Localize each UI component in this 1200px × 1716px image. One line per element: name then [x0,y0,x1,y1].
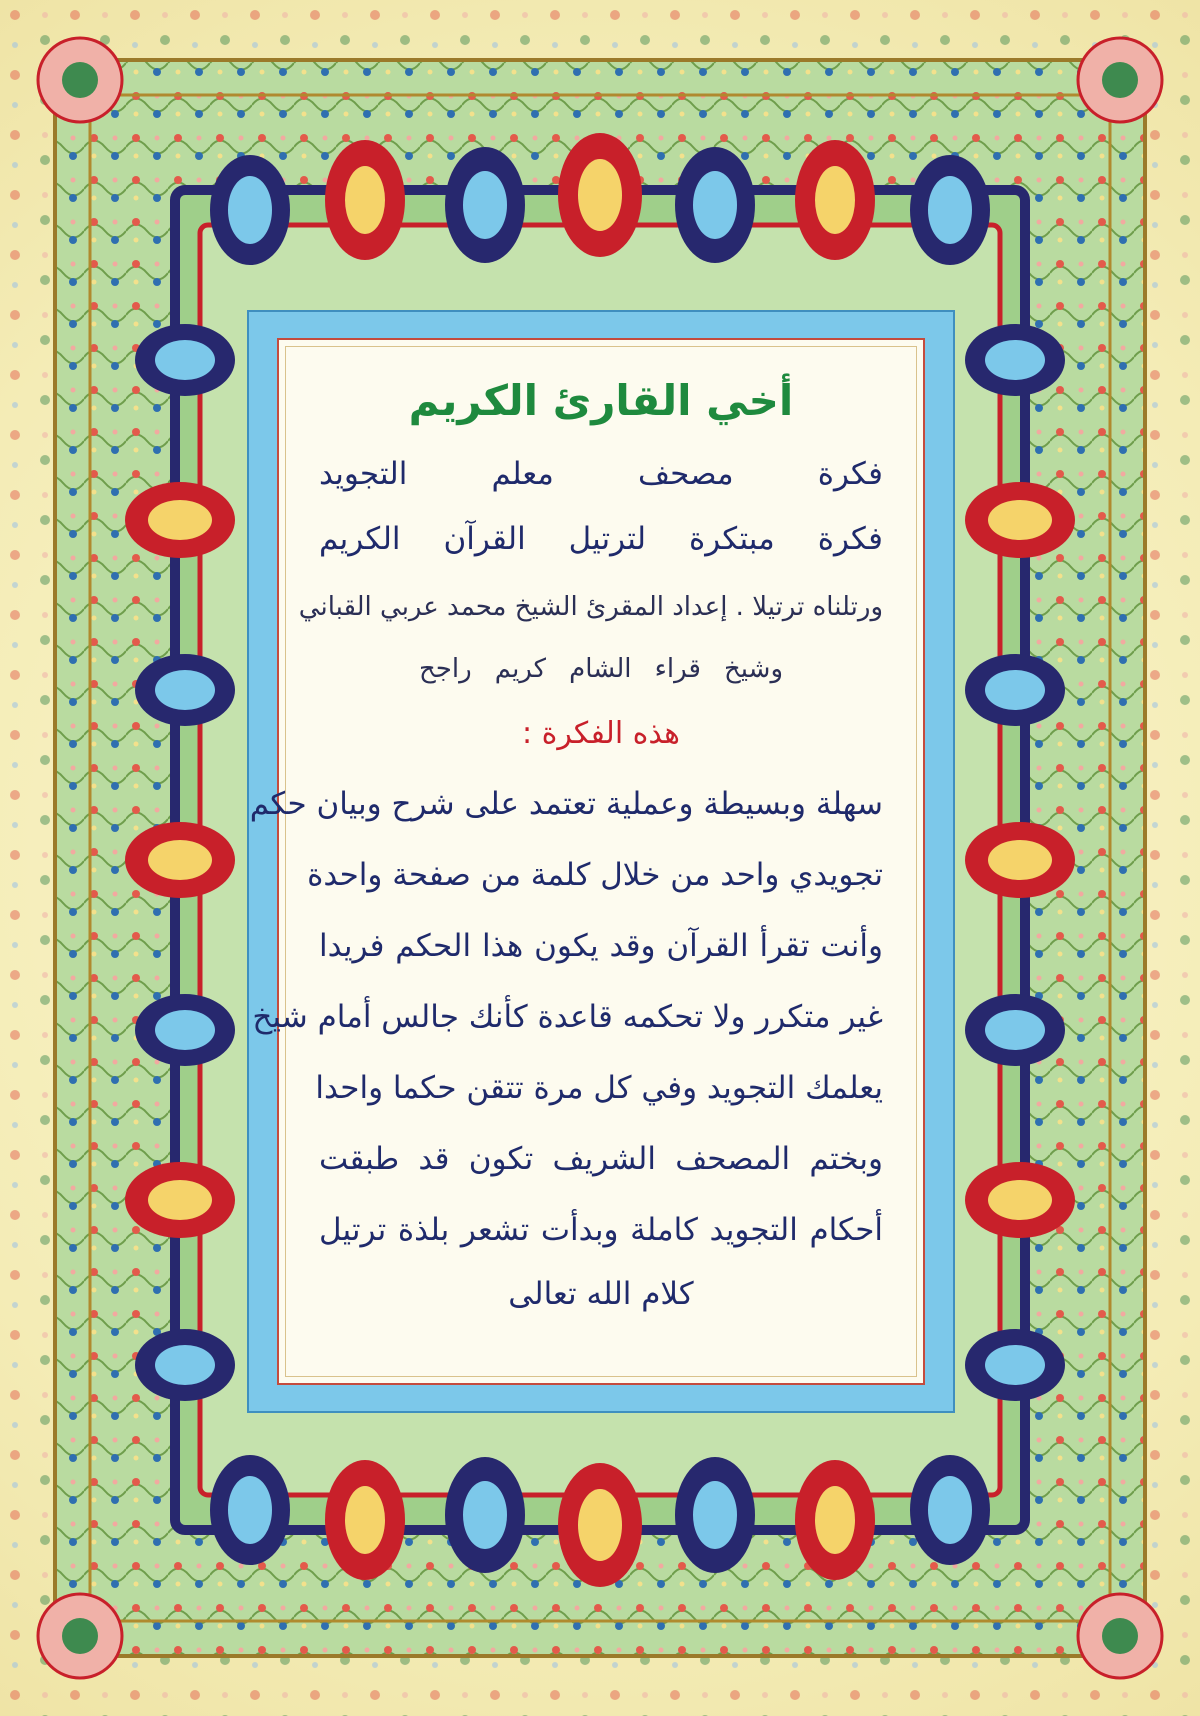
body-line-1: سهلة وبسيطة وعملية تعتمد على شرح وبيان حكم [249,786,883,822]
intro-line-1: فكرة مصحف معلم التجويد [319,456,883,492]
text-panel [247,310,955,1413]
intro-line-4: وشيخ قراء الشام كريم راجح [419,654,783,684]
text-panel-inner [249,338,925,1385]
body-line-5: يعلمك التجويد وفي كل مرة تتقن حكما واحدا [315,1070,883,1106]
body-line-2: تجويدي واحد من خلال كلمة من صفحة واحدة [307,857,883,893]
page-heading: أخي القارئ الكريم [408,376,794,425]
body-line-4: غير متكرر ولا تحكمه قاعدة كأنك جالس أمام شيخ [252,999,883,1035]
section-heading: هذه الفكرة : [522,716,680,751]
body-line-6: وبختم المصحف الشريف تكون قد طبقت [319,1141,883,1177]
body-line-3: وأنت تقرأ القرآن وقد يكون هذا الحكم فريدا [319,928,883,964]
intro-line-2: فكرة مبتكرة لترتيل القرآن الكريم [319,521,883,557]
intro-line-3: ورتلناه ترتيلا . إعداد المقرئ الشيخ محمد عربي القباني [298,592,883,622]
closing-line: كلام الله تعالى [508,1276,694,1312]
body-line-7: أحكام التجويد كاملة وبدأت تشعر بلذة ترتيل [319,1212,883,1248]
